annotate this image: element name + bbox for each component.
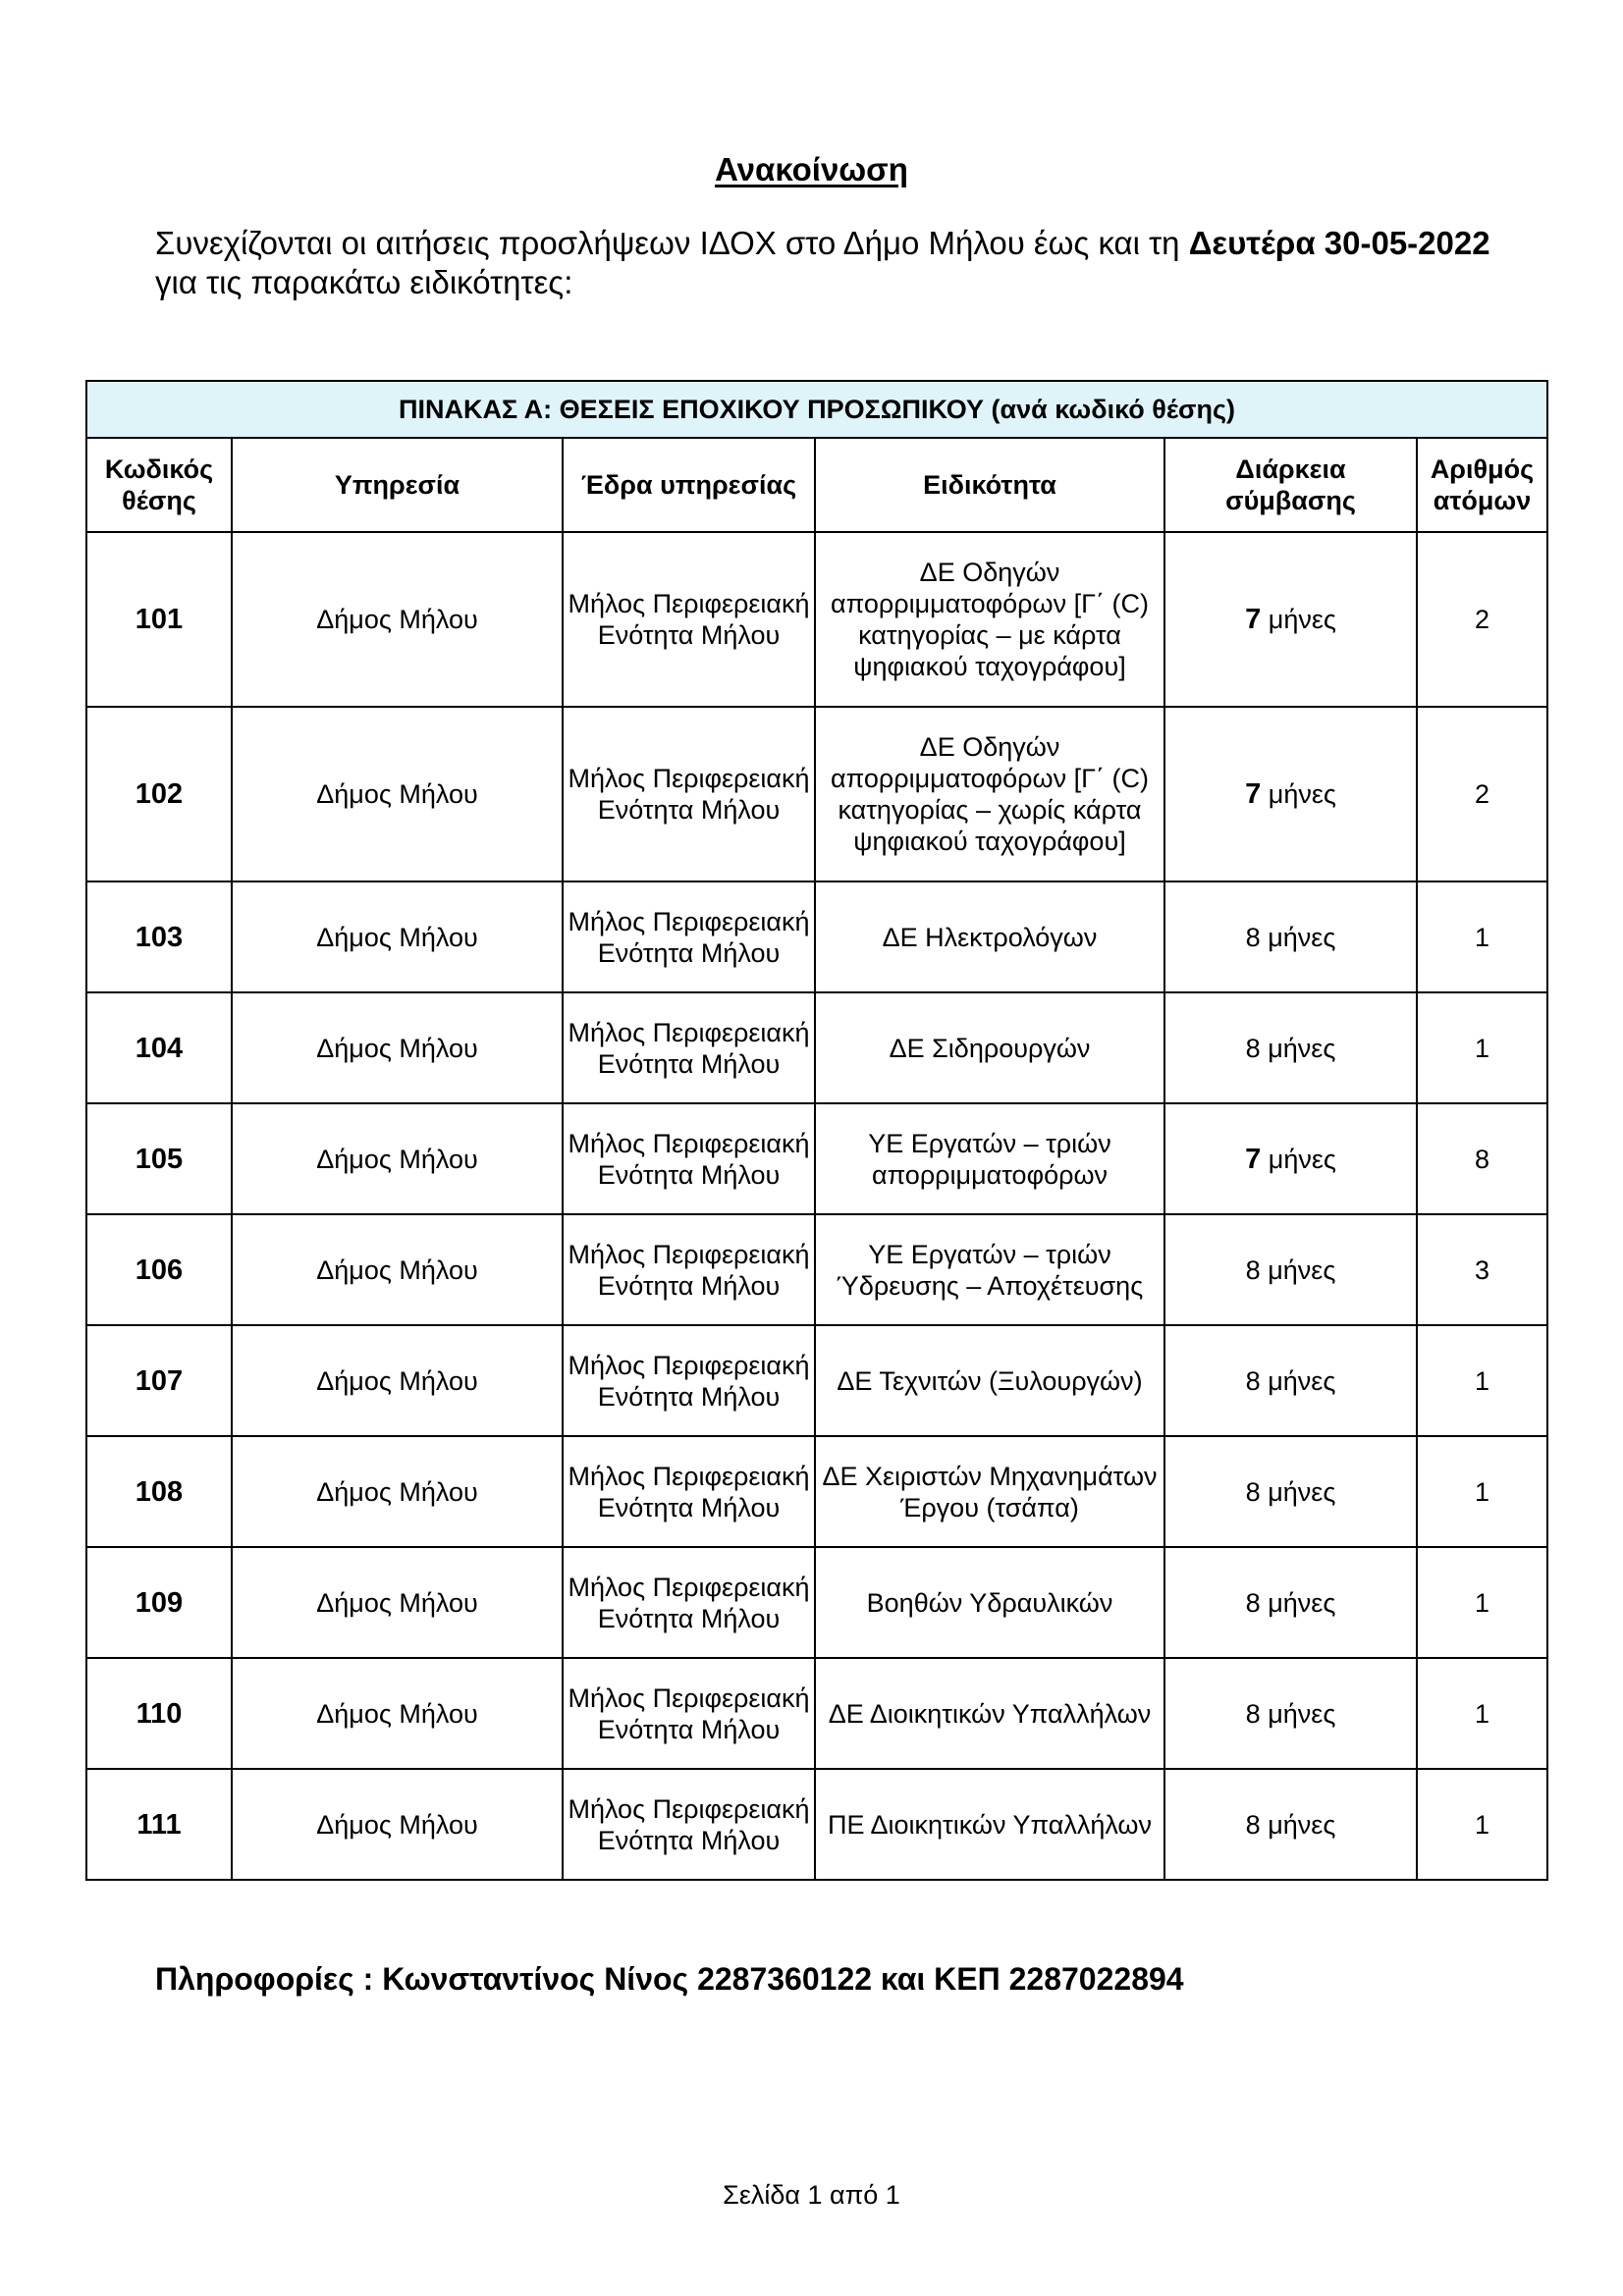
cell-service: Δήμος Μήλου [232, 1103, 563, 1214]
cell-service: Δήμος Μήλου [232, 1658, 563, 1769]
duration-unit: μήνες [1268, 1255, 1336, 1285]
table-row [86, 992, 1547, 1103]
duration-unit: μήνες [1268, 1033, 1336, 1063]
cell-duration [1164, 1214, 1417, 1325]
cell-seat: Μήλος Περιφερειακή Ενότητα Μήλου [563, 1769, 815, 1880]
header-code: Κωδικός θέσης [86, 438, 232, 532]
duration-number: 8 [1245, 1033, 1261, 1063]
cell-duration [1164, 1103, 1417, 1214]
header-service: Υπηρεσία [232, 438, 563, 532]
page-number: Σελίδα 1 από 1 [723, 2180, 900, 2210]
table-row [86, 1436, 1547, 1547]
cell-service: Δήμος Μήλου [232, 881, 563, 992]
duration-unit: μήνες [1268, 1476, 1336, 1507]
table-row [86, 1547, 1547, 1658]
cell-count: 1 [1417, 1436, 1547, 1547]
cell-service: Δήμος Μήλου [232, 707, 563, 881]
cell-specialty: ΥΕ Εργατών – τριών Ύδρευσης – Αποχέτευσης [815, 1214, 1164, 1325]
cell-seat: Μήλος Περιφερειακή Ενότητα Μήλου [563, 1547, 815, 1658]
cell-count: 2 [1417, 707, 1547, 881]
table-caption-main: ΠΙΝΑΚΑΣ Α: ΘΕΣΕΙΣ ΕΠΟΧΙΚΟΥ ΠΡΟΣΩΠΙΚΟΥ [398, 395, 985, 424]
table-row [86, 1325, 1547, 1436]
cell-specialty: ΔΕ Ηλεκτρολόγων [815, 881, 1164, 992]
header-count: Αριθμός ατόμων [1417, 438, 1547, 532]
cell-specialty: ΔΕ Χειριστών Μηχανημάτων Έργου (τσάπα) [815, 1436, 1164, 1547]
cell-duration [1164, 532, 1417, 707]
cell-seat: Μήλος Περιφερειακή Ενότητα Μήλου [563, 532, 815, 707]
cell-duration [1164, 1658, 1417, 1769]
duration-unit: μήνες [1268, 1809, 1336, 1840]
cell-seat: Μήλος Περιφερειακή Ενότητα Μήλου [563, 881, 815, 992]
cell-count: 1 [1417, 1769, 1547, 1880]
duration-number: 8 [1245, 1698, 1261, 1729]
table-row [86, 1658, 1547, 1769]
duration-unit: μήνες [1268, 605, 1336, 634]
cell-duration [1164, 1325, 1417, 1436]
cell-duration [1164, 707, 1417, 881]
cell-code: 110 [86, 1658, 232, 1769]
cell-specialty: Βοηθών Υδραυλικών [815, 1547, 1164, 1658]
cell-specialty: ΔΕ Οδηγών απορριμματοφόρων [Γ΄ (C) κατηγορίας – με κάρτα ψηφιακού ταχογράφου] [815, 532, 1164, 707]
cell-count: 1 [1417, 1547, 1547, 1658]
duration-number: 8 [1245, 1255, 1261, 1285]
cell-specialty: ΥΕ Εργατών – τριών απορριμματοφόρων [815, 1103, 1164, 1214]
table-row [86, 532, 1547, 707]
cell-specialty: ΠΕ Διοικητικών Υπαλλήλων [815, 1769, 1164, 1880]
cell-service: Δήμος Μήλου [232, 1436, 563, 1547]
cell-count: 1 [1417, 1658, 1547, 1769]
deadline-date: Δευτέρα 30-05-2022 [1188, 225, 1490, 261]
duration-number: 8 [1245, 1587, 1261, 1618]
duration-number: 8 [1245, 1809, 1261, 1840]
header-duration: Διάρκεια σύμβασης [1164, 438, 1417, 532]
cell-seat: Μήλος Περιφερειακή Ενότητα Μήλου [563, 1214, 815, 1325]
cell-code: 104 [86, 992, 232, 1103]
cell-seat: Μήλος Περιφερειακή Ενότητα Μήλου [563, 1436, 815, 1547]
cell-seat: Μήλος Περιφερειακή Ενότητα Μήλου [563, 1325, 815, 1436]
cell-duration [1164, 1769, 1417, 1880]
intro-text-continued: για τις παρακάτω ειδικότητες: [155, 264, 573, 300]
table-caption-row [86, 381, 1547, 438]
intro-paragraph [155, 224, 1569, 302]
duration-unit: μήνες [1268, 1144, 1336, 1174]
duration-number: 8 [1245, 1476, 1261, 1507]
cell-duration [1164, 1547, 1417, 1658]
cell-count: 1 [1417, 881, 1547, 992]
table-body [86, 532, 1547, 1880]
duration-number: 7 [1245, 1143, 1262, 1175]
cell-seat: Μήλος Περιφερειακή Ενότητα Μήλου [563, 707, 815, 881]
cell-code: 103 [86, 881, 232, 992]
table-caption [86, 381, 1547, 438]
header-specialty: Ειδικότητα [815, 438, 1164, 532]
cell-code: 102 [86, 707, 232, 881]
cell-duration [1164, 881, 1417, 992]
duration-unit: μήνες [1268, 1698, 1336, 1729]
cell-specialty: ΔΕ Οδηγών απορριμματοφόρων [Γ΄ (C) κατηγορίας – χωρίς κάρτα ψηφιακού ταχογράφου] [815, 707, 1164, 881]
cell-duration [1164, 992, 1417, 1103]
cell-count: 1 [1417, 992, 1547, 1103]
table-caption-sub: (ανά κωδικό θέσης) [991, 395, 1236, 424]
duration-unit: μήνες [1268, 922, 1336, 952]
table-row [86, 1769, 1547, 1880]
positions-table [85, 380, 1548, 1881]
duration-number: 8 [1245, 922, 1261, 952]
duration-unit: μήνες [1268, 1365, 1336, 1396]
cell-count: 2 [1417, 532, 1547, 707]
cell-code: 109 [86, 1547, 232, 1658]
cell-service: Δήμος Μήλου [232, 1214, 563, 1325]
duration-number: 8 [1245, 1365, 1261, 1396]
cell-duration [1164, 1436, 1417, 1547]
page-title: Ανακοίνωση [715, 151, 908, 187]
cell-code: 108 [86, 1436, 232, 1547]
header-seat: Έδρα υπηρεσίας [563, 438, 815, 532]
cell-count: 3 [1417, 1214, 1547, 1325]
cell-specialty: ΔΕ Σιδηρουργών [815, 992, 1164, 1103]
cell-count: 8 [1417, 1103, 1547, 1214]
cell-code: 101 [86, 532, 232, 707]
duration-unit: μήνες [1268, 1587, 1336, 1618]
cell-service: Δήμος Μήλου [232, 1547, 563, 1658]
cell-code: 107 [86, 1325, 232, 1436]
cell-specialty: ΔΕ Τεχνιτών (Ξυλουργών) [815, 1325, 1164, 1436]
table-row [86, 1103, 1547, 1214]
table-row [86, 1214, 1547, 1325]
cell-code: 111 [86, 1769, 232, 1880]
table-row [86, 707, 1547, 881]
cell-seat: Μήλος Περιφερειακή Ενότητα Μήλου [563, 992, 815, 1103]
duration-number: 7 [1245, 778, 1262, 810]
cell-seat: Μήλος Περιφερειακή Ενότητα Μήλου [563, 1658, 815, 1769]
cell-seat: Μήλος Περιφερειακή Ενότητα Μήλου [563, 1103, 815, 1214]
contact-info: Πληροφορίες : Κωνσταντίνος Νίνος 2287360122 και ΚΕΠ 2287022894 [155, 1961, 1184, 1997]
cell-specialty: ΔΕ Διοικητικών Υπαλλήλων [815, 1658, 1164, 1769]
cell-service: Δήμος Μήλου [232, 1769, 563, 1880]
duration-unit: μήνες [1268, 779, 1336, 809]
table-header-row [86, 438, 1547, 532]
cell-count: 1 [1417, 1325, 1547, 1436]
duration-number: 7 [1245, 604, 1262, 635]
cell-service: Δήμος Μήλου [232, 532, 563, 707]
table-row [86, 881, 1547, 992]
cell-service: Δήμος Μήλου [232, 1325, 563, 1436]
intro-text: Συνεχίζονται οι αιτήσεις προσλήψεων ΙΔΟΧ στο Δήμο Μήλου έως και τη [155, 225, 1189, 261]
cell-code: 105 [86, 1103, 232, 1214]
cell-code: 106 [86, 1214, 232, 1325]
cell-service: Δήμος Μήλου [232, 992, 563, 1103]
